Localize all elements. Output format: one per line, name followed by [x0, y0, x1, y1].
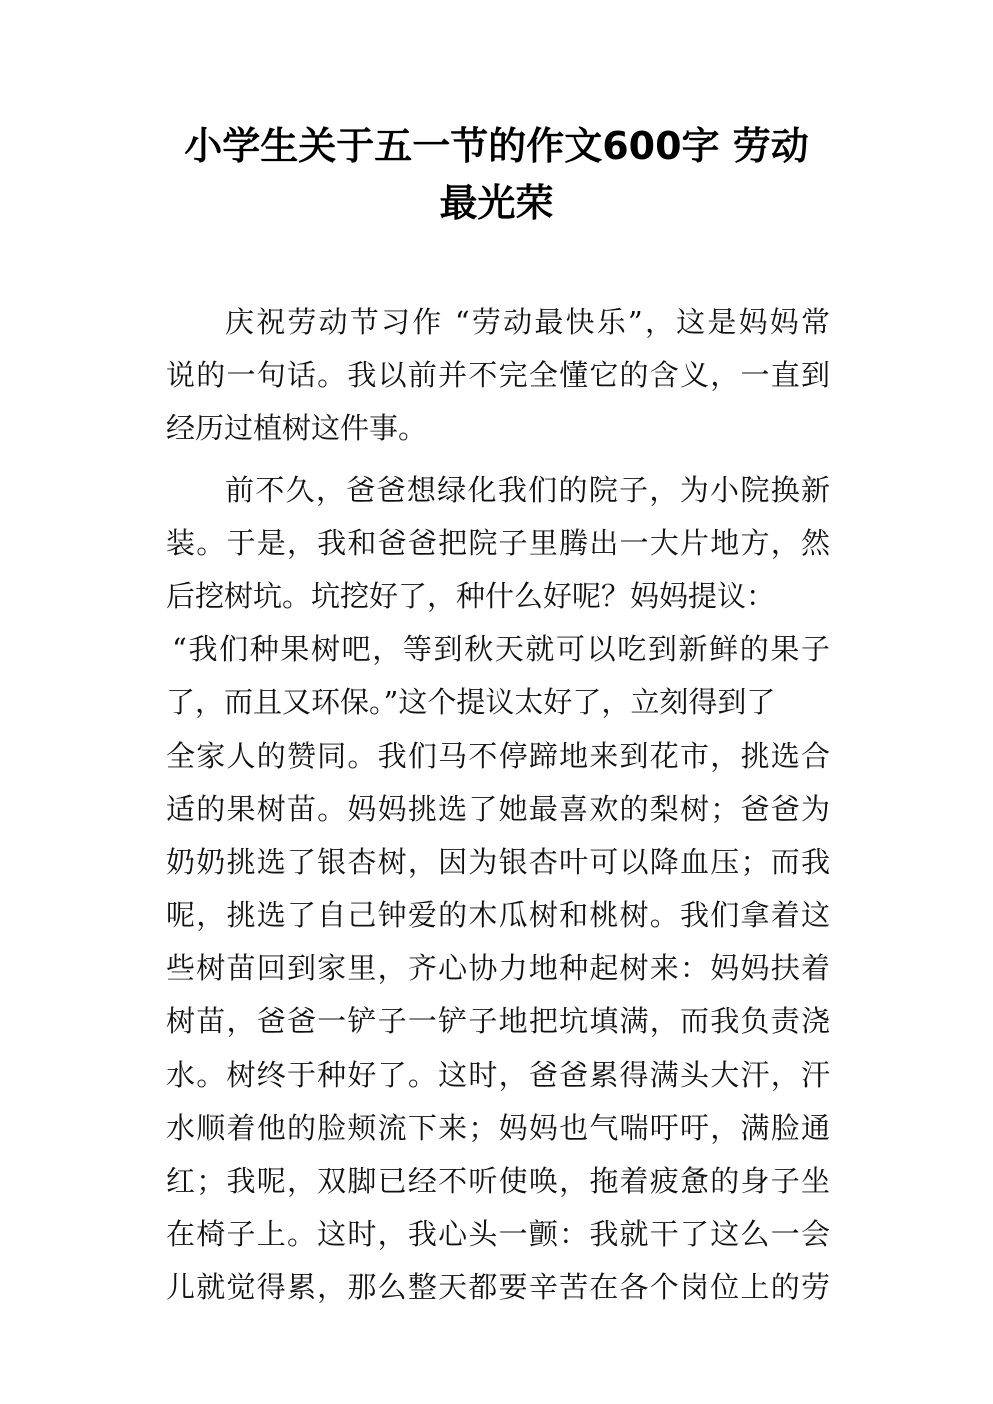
document-title	[160, 118, 833, 232]
text-line: 后挖树坑。坑挖好了，种什么好呢？妈妈提议：	[166, 578, 776, 613]
text-line: 水顺着他的脸颊流下来；妈妈也气喘吁吁，满脸通	[166, 1110, 830, 1145]
text-line: 红；我呢，双脚已经不听使唤，拖着疲惫的身子坐	[166, 1164, 830, 1198]
paragraph-spacer	[166, 456, 830, 464]
title-line: 小学生关于五一节的作文600字 劳动	[184, 124, 809, 168]
text-line: 在椅子上。这时，我心头一颤：我就干了这么一会	[166, 1217, 830, 1252]
paragraph-2	[166, 464, 830, 1315]
text-line: “我们种果树吧，等到秋天就可以吃到新鲜的果子	[172, 632, 830, 667]
text-line: 说的一句话。我以前并不完全懂它的含义，一直到	[166, 358, 830, 393]
text-line: 经历过植树这件事。	[166, 411, 428, 446]
text-line: 了，而且又环保。”这个提议太好了，立刻得到了	[166, 685, 776, 720]
text-line: 呢，挑选了自己钟爱的木瓜树和桃树。我们拿着这	[166, 898, 830, 933]
text-line: 适的果树苗。妈妈挑选了她最喜欢的梨树；爸爸为	[166, 791, 830, 826]
document-body	[166, 296, 830, 1315]
text-line: 儿就觉得累，那么整天都要辛苦在各个岗位上的劳	[166, 1270, 830, 1305]
text-line: 水。树终于种好了。这时，爸爸累得满头大汗，汗	[166, 1057, 830, 1092]
title-line: 最光荣	[439, 181, 554, 225]
text-line: 全家人的赞同。我们马不停蹄地来到花市，挑选合	[166, 738, 830, 773]
paragraph-1	[166, 296, 830, 456]
text-line: 装。于是，我和爸爸把院子里腾出一大片地方，然	[166, 525, 830, 560]
text-line: 树苗，爸爸一铲子一铲子地把坑填满，而我负责浇	[166, 1004, 830, 1039]
text-line: 奶奶挑选了银杏树，因为银杏叶可以降血压；而我	[166, 844, 830, 879]
text-line: 前不久，爸爸想绿化我们的院子，为小院换新	[225, 472, 830, 507]
text-line: 庆祝劳动节习作 “劳动最快乐”，这是妈妈常	[225, 305, 830, 339]
text-line: 些树苗回到家里，齐心协力地种起树来：妈妈扶着	[166, 951, 830, 986]
